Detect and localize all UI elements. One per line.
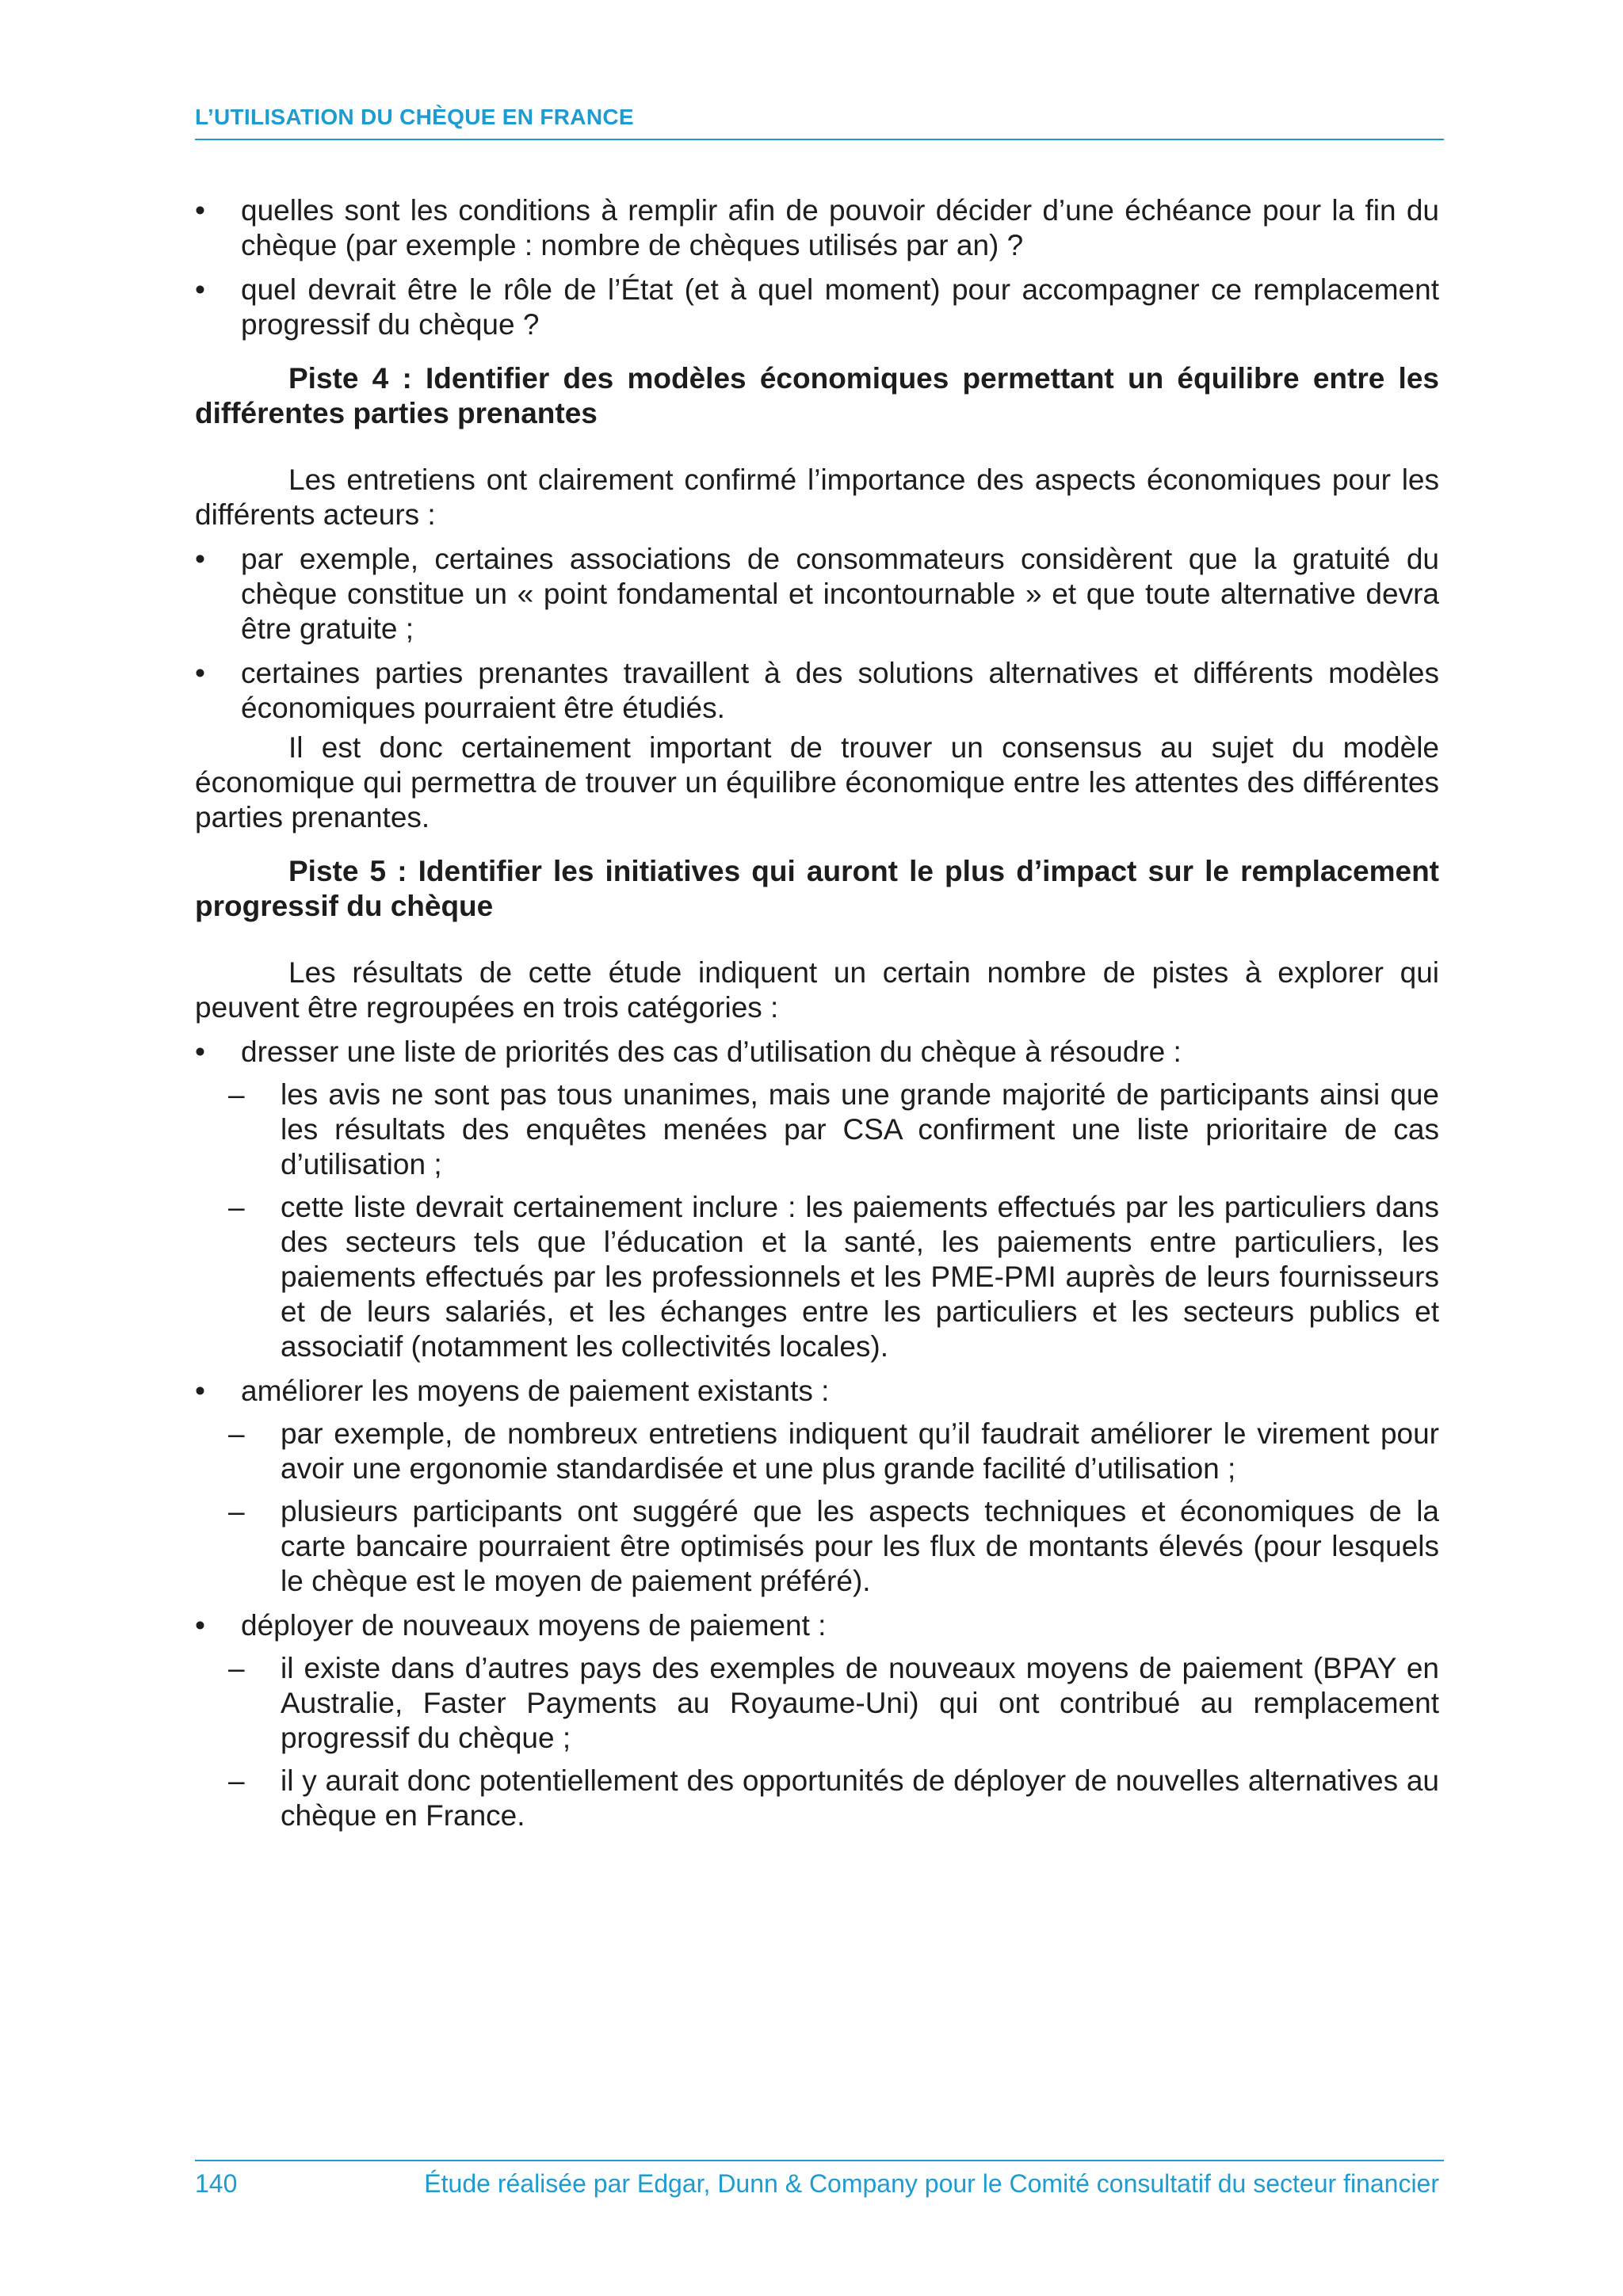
footer-rule (195, 2160, 1444, 2161)
list-item-text: quelles sont les conditions à remplir afin de pouvoir décider d’une échéance pour la fin du chèque (par exemple : nombre de chèques utilisés par an) ? (241, 194, 1439, 261)
bullet-marker: • (195, 194, 205, 227)
sub-list-item-text: plusieurs participants ont suggéré que les aspects techniques et économiques de la carte bancaire pourraient être optimisés pour les flux de montants élevés (pour lesquels le chèque est le moyen de paiement préféré). (281, 1495, 1439, 1597)
page-number: 140 (195, 2169, 238, 2198)
paragraph: Les résultats de cette étude indiquent un certain nombre de pistes à explorer qui peuvent être regroupées en trois catégories : (195, 956, 1439, 1024)
dash-marker: – (228, 1417, 245, 1450)
header-rule (195, 139, 1444, 140)
sub-list-item-text: il y aurait donc potentiellement des opportunités de déployer de nouvelles alternatives au chèque en France. (281, 1764, 1439, 1832)
paragraph: Il est donc certainement important de trouver un consensus au sujet du modèle économique qui permettra de trouver un équilibre économique entre les attentes des différentes parties prenantes. (195, 731, 1439, 833)
dash-marker: – (228, 1191, 245, 1223)
paragraph: Les entretiens ont clairement confirmé l’importance des aspects économiques pour les différents acteurs : (195, 463, 1439, 531)
list-item-text: par exemple, certaines associations de consommateurs considèrent que la gratuité du chèque constitue un « point fondamental et incontournable » et que toute alternative devra être gratuite ; (241, 543, 1439, 645)
bullet-marker: • (195, 543, 205, 575)
sub-list-item (195, 1764, 1439, 1833)
page-footer (195, 2169, 1439, 2199)
footer-credit: Étude réalisée par Edgar, Dunn & Company pour le Comité consultatif du secteur financier (424, 2169, 1439, 2198)
list-item (195, 1035, 1439, 1070)
list-item-text: dresser une liste de priorités des cas d’utilisation du chèque à résoudre : (241, 1035, 1182, 1068)
sub-list-item-text: par exemple, de nombreux entretiens indiquent qu’il faudrait améliorer le virement pour avoir une ergonomie standardisée et une plus grande facilité d’utilisation ; (281, 1417, 1439, 1485)
list-item-text: quel devrait être le rôle de l’État (et à quel moment) pour accompagner ce remplacement progressif du chèque ? (241, 273, 1439, 341)
dash-marker: – (228, 1078, 245, 1111)
list-item (195, 1374, 1439, 1409)
sub-list-item (195, 1190, 1439, 1364)
bullet-marker: • (195, 273, 205, 306)
list-item-text: certaines parties prenantes travaillent à des solutions alternatives et différents modèles économiques pourraient être étudiés. (241, 657, 1439, 724)
dash-marker: – (228, 1652, 245, 1684)
bullet-marker: • (195, 1375, 205, 1407)
list-item (195, 1608, 1439, 1643)
section-heading-piste-5: Piste 5 : Identifier les initiatives qui auront le plus d’impact sur le remplacement progressif du chèque (195, 855, 1439, 922)
page-body (195, 193, 1439, 1833)
sub-list-item (195, 1077, 1439, 1182)
list-item-text: déployer de nouveaux moyens de paiement : (241, 1609, 827, 1642)
section-heading-piste-4: Piste 4 : Identifier des modèles économiques permettant un équilibre entre les différentes parties prenantes (195, 362, 1439, 429)
list-item (195, 193, 1439, 263)
bullet-marker: • (195, 1609, 205, 1642)
sub-list-item (195, 1651, 1439, 1756)
bullet-marker: • (195, 1035, 205, 1068)
list-item (195, 542, 1439, 646)
dash-marker: – (228, 1495, 245, 1527)
list-item-text: améliorer les moyens de paiement existants : (241, 1375, 830, 1407)
running-header: L’UTILISATION DU CHÈQUE EN FRANCE (195, 105, 634, 129)
sub-list-item-text: il existe dans d’autres pays des exemples de nouveaux moyens de paiement (BPAY en Australie, Faster Payments au Royaume-Uni) qui ont contribué au remplacement progressif du chèque ; (281, 1652, 1439, 1754)
list-item (195, 273, 1439, 342)
dash-marker: – (228, 1764, 245, 1797)
bullet-marker: • (195, 657, 205, 689)
sub-list-item (195, 1417, 1439, 1486)
sub-list-item-text: les avis ne sont pas tous unanimes, mais une grande majorité de participants ainsi que les résultats des enquêtes menées par CSA confirment une liste prioritaire de cas d’utilisation ; (281, 1078, 1439, 1180)
sub-list-item-text: cette liste devrait certainement inclure : les paiements effectués par les particuliers dans des secteurs tels que l’éducation et la santé, les paiements entre particuliers, les paiements effectués par les professionnels et les PME-PMI auprès de leurs fournisseurs et de leurs salariés, et les échanges entre les particuliers et les secteurs publics et associatif (notamment les collectivités locales). (281, 1191, 1439, 1363)
list-item (195, 656, 1439, 726)
sub-list-item (195, 1494, 1439, 1599)
